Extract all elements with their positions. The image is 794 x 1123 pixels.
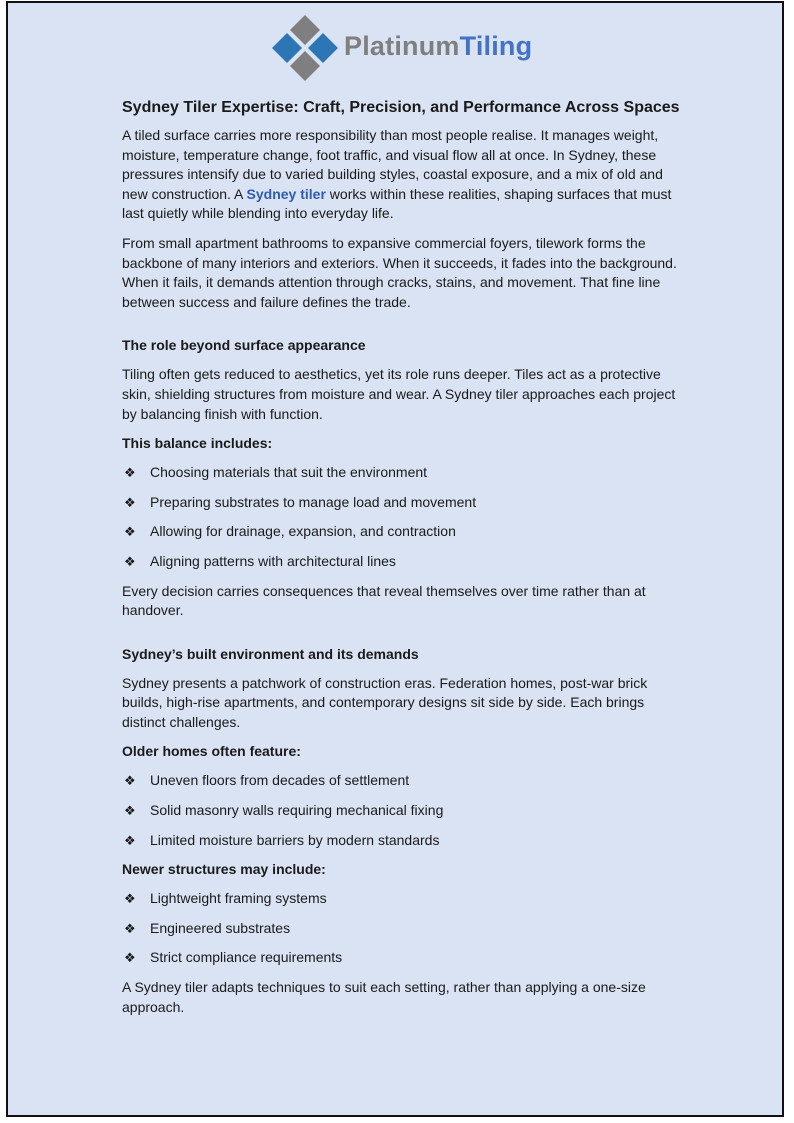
tile-diamonds-icon — [270, 13, 340, 83]
newer-structures-list — [122, 889, 678, 968]
list-item-text: Aligning patterns with architectural lines — [150, 552, 396, 569]
diamond-bullet-icon: ❖ — [124, 891, 136, 907]
list-item — [122, 463, 678, 483]
list-item-text: Uneven floors from decades of settlement — [150, 772, 410, 789]
brand-name-part2: Tiling — [459, 31, 533, 61]
list-item-text: Preparing substrates to manage load and movement — [150, 493, 477, 510]
sydney-tiler-link[interactable]: Sydney tiler — [246, 185, 326, 202]
list-item-text: Limited moisture barriers by modern standards — [150, 831, 440, 848]
list-item-text: Solid masonry walls requiring mechanical fixing — [150, 802, 444, 819]
diamond-bullet-icon: ❖ — [124, 465, 136, 481]
diamond-bullet-icon: ❖ — [124, 920, 136, 936]
balance-list — [122, 463, 678, 571]
list-item — [122, 552, 678, 572]
document-page — [6, 1, 784, 1117]
intro-text-before: A tiled surface carries more responsibility than most people realise. It manages weight, moisture, temperature change, foot traffic, and visual flow all at once. In Sydney, these pressures intensify due to varied building styles, coastal exposure, and a mix of old and new construction. A — [122, 127, 663, 202]
section-role-closing: Every decision carries consequences that reveal themselves over time rather than at handover. — [122, 582, 646, 619]
intro-paragraph-2: From small apartment bathrooms to expansive commercial foyers, tilework forms the backbone of many interiors and exteriors. When it succeeds, it fades into the background. When it fails, it demands attention through cracks, stains, and movement. That fine line between success and failure defines the trade. — [122, 234, 677, 310]
brand-name — [344, 31, 532, 62]
article — [122, 99, 678, 1027]
platinum-tiling-logo — [270, 13, 560, 83]
list-item-text: Allowing for drainage, expansion, and contraction — [150, 523, 456, 540]
list-item-text: Choosing materials that suit the environment — [150, 464, 428, 481]
list-item — [122, 771, 678, 791]
list-item-text: Strict compliance requirements — [150, 949, 343, 966]
list-item-text: Lightweight framing systems — [150, 890, 327, 907]
list-item — [122, 889, 678, 909]
diamond-bullet-icon: ❖ — [124, 950, 136, 966]
list-item — [122, 493, 678, 513]
diamond-bullet-icon: ❖ — [124, 773, 136, 789]
list-item — [122, 919, 678, 939]
section-heading-role: The role beyond surface appearance — [122, 337, 366, 354]
diamond-bullet-icon: ❖ — [124, 494, 136, 510]
list-item — [122, 522, 678, 542]
list-item — [122, 948, 678, 968]
list-item — [122, 831, 678, 851]
intro-text-after: works within these realities, shaping surfaces that must last quietly while blending into everyday life. — [122, 185, 672, 222]
list-item — [122, 801, 678, 821]
newer-structures-subheading: Newer structures may include: — [122, 861, 326, 878]
section-role-paragraph: Tiling often gets reduced to aesthetics, yet its role runs deeper. Tiles act as a protective skin, shielding structures from moisture and wear. A Sydney tiler approaches each project by balancing finish with function. — [122, 366, 676, 422]
intro-paragraph-1 — [122, 126, 678, 224]
section-environment-closing: A Sydney tiler adapts techniques to suit each setting, rather than applying a one-size approach. — [122, 979, 646, 1015]
section-environment-paragraph: Sydney presents a patchwork of construction eras. Federation homes, post-war brick builds, high-rise apartments, and contemporary designs sit side by side. Each brings distinct challenges. — [122, 674, 648, 730]
diamond-bullet-icon: ❖ — [124, 553, 136, 569]
brand-name-part1: Platinum — [344, 31, 460, 61]
list-item-text: Engineered substrates — [150, 919, 291, 936]
older-homes-subheading: Older homes often feature: — [122, 743, 301, 760]
article-title: Sydney Tiler Expertise: Craft, Precision, and Performance Across Spaces — [122, 99, 680, 116]
balance-subheading: This balance includes: — [122, 435, 273, 452]
diamond-bullet-icon: ❖ — [124, 803, 136, 819]
diamond-bullet-icon: ❖ — [124, 524, 136, 540]
older-homes-list — [122, 771, 678, 850]
diamond-bullet-icon: ❖ — [124, 832, 136, 848]
section-heading-environment: Sydney’s built environment and its demands — [122, 645, 419, 662]
